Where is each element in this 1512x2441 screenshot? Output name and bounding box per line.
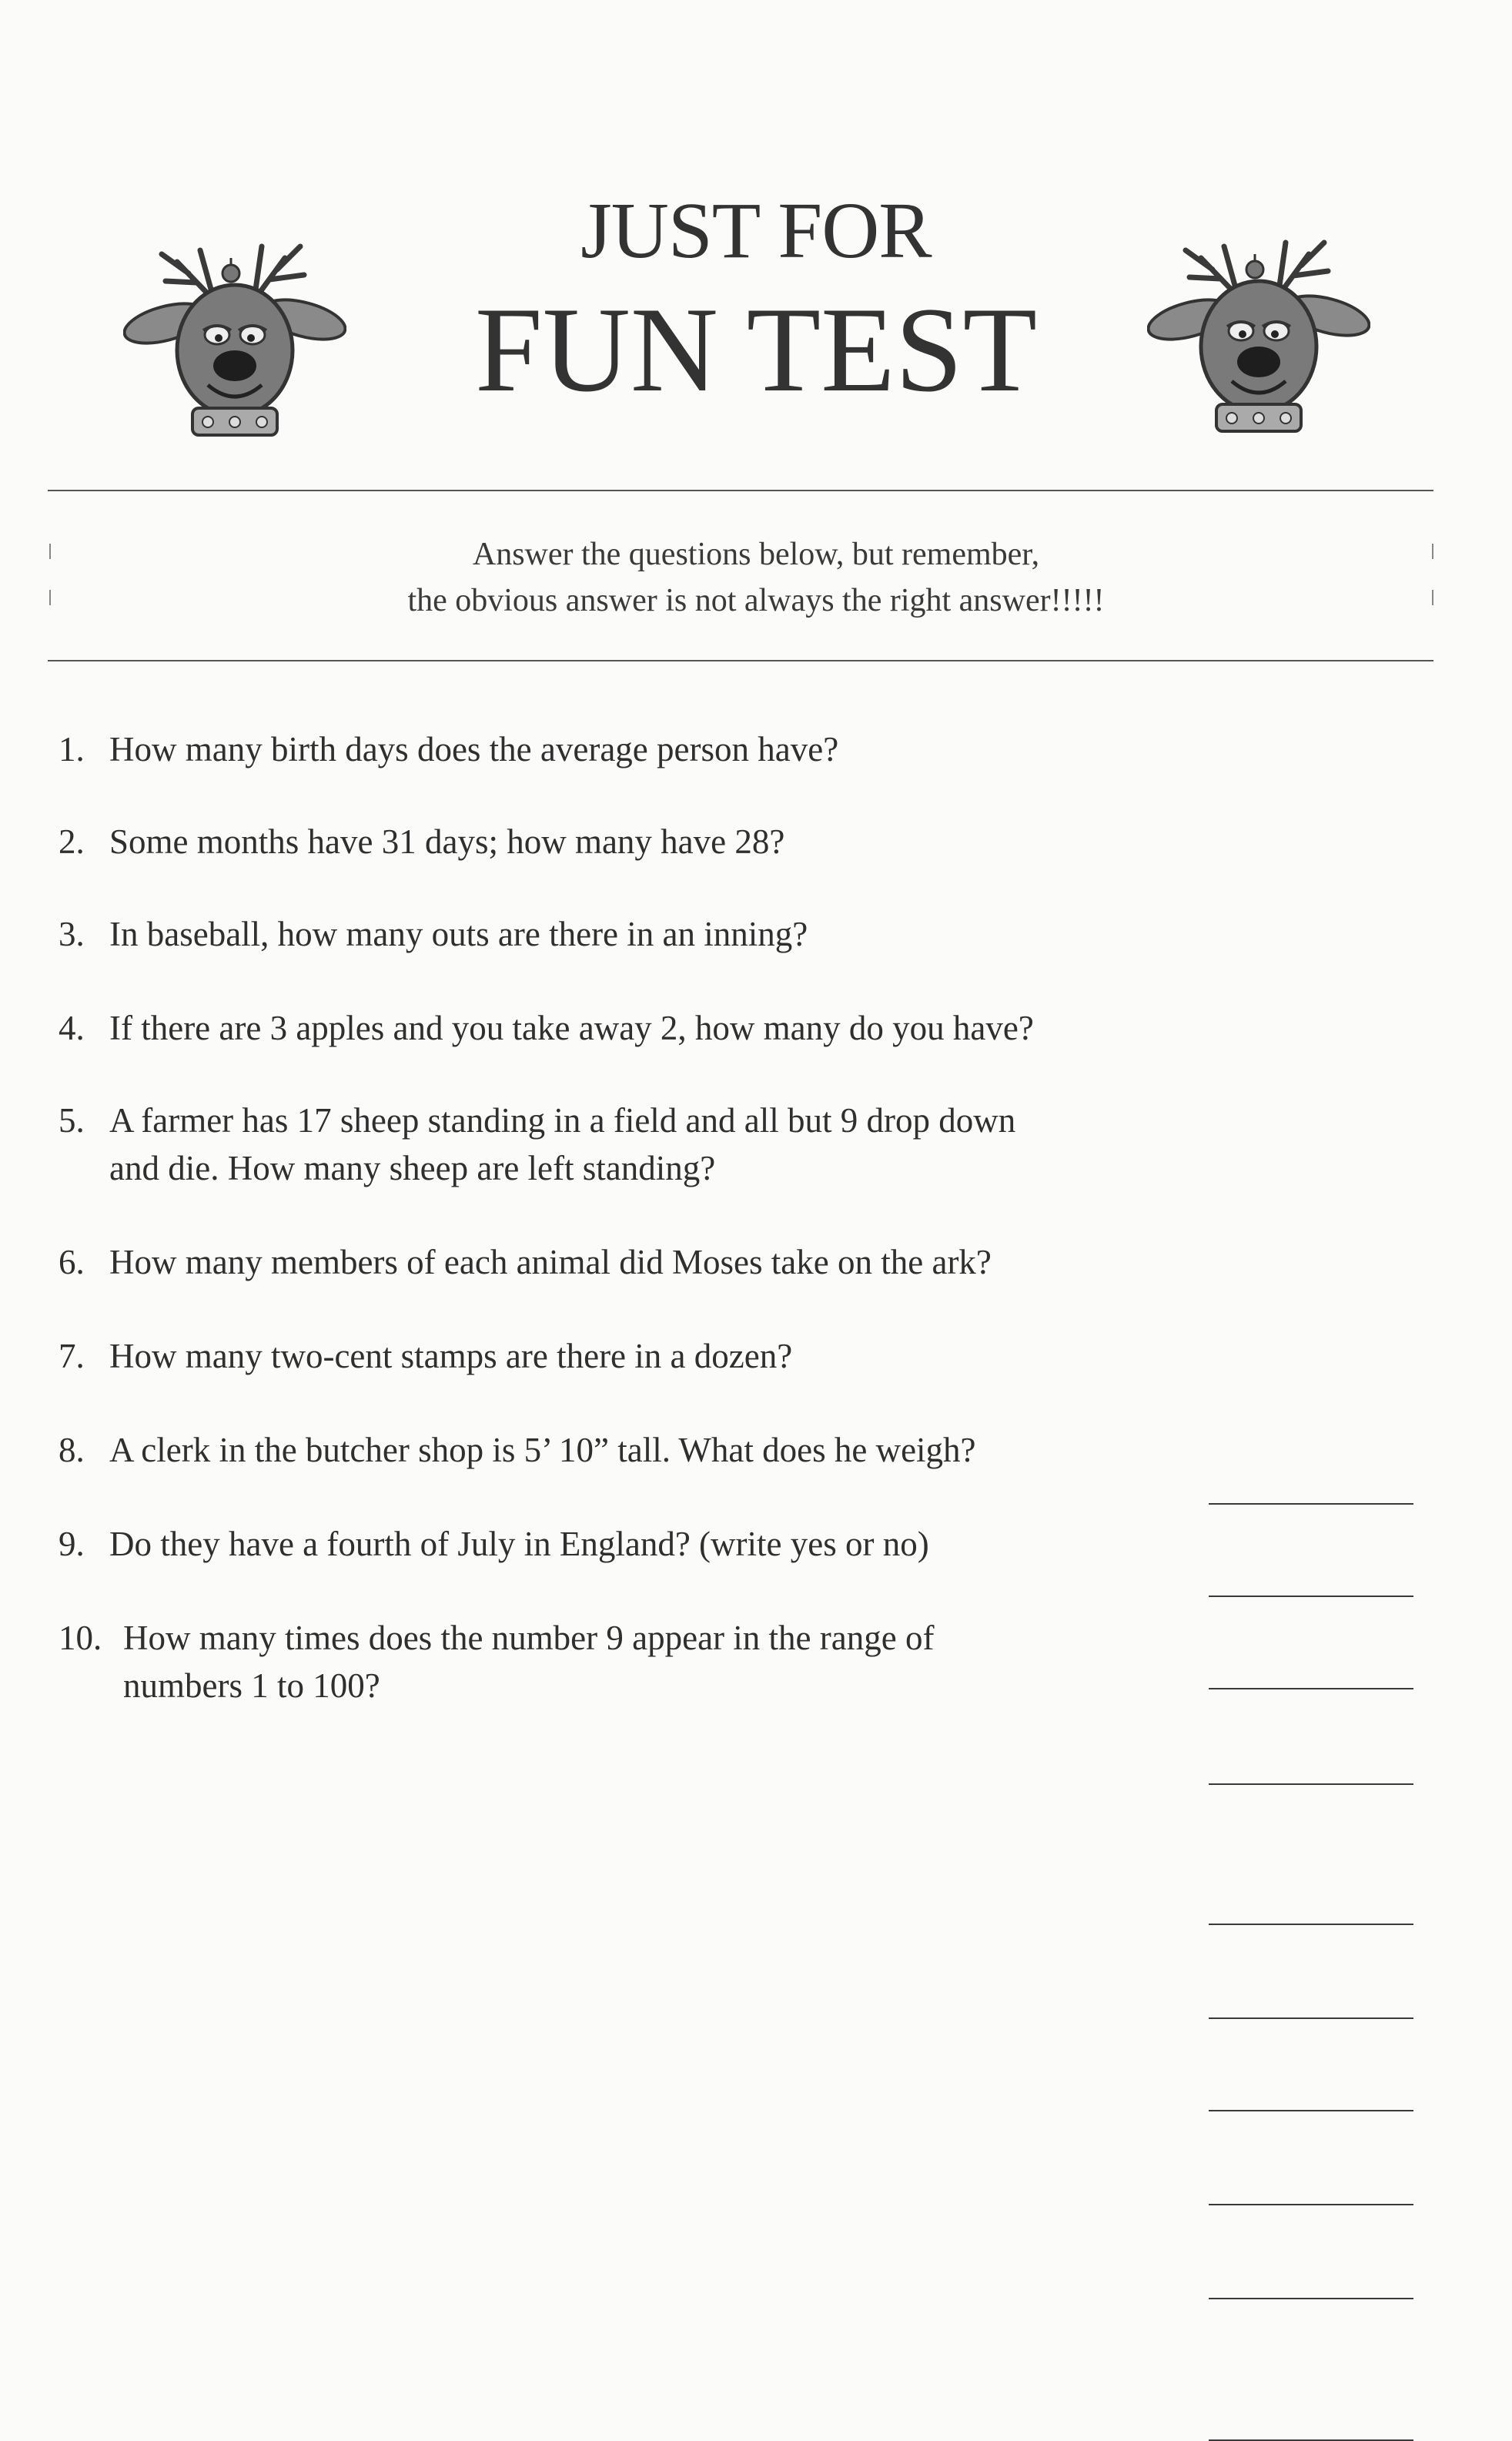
question-text: A farmer has 17 sheep standing in a field and all but 9 drop down and die. How many sheep are left standing? [109,1101,1016,1187]
question-text: How many birth days does the average person have? [109,730,839,768]
question-number: 8. [59,1431,85,1469]
answer-blank-6[interactable] [1209,2017,1413,2019]
answer-blank-5[interactable] [1209,1924,1413,1925]
divider-top [48,490,1433,491]
question-text: Do they have a fourth of July in England? (write yes or no) [109,1525,929,1563]
question-number: 2. [59,822,85,861]
answer-blank-8[interactable] [1209,2204,1413,2205]
question-number: 10. [59,1619,102,1657]
question-number: 9. [59,1525,85,1563]
question-number: 4. [59,1009,85,1047]
answer-blank-7[interactable] [1209,2110,1413,2111]
divider-bottom [48,660,1433,661]
question-number: 3. [59,915,85,953]
instructions [0,531,1512,624]
instructions-line-2: the obvious answer is not always the right answer!!!!! [407,583,1105,618]
answer-blank-1[interactable] [1209,1503,1413,1505]
question-text: Some months have 31 days; how many have 28? [109,822,785,861]
question-number: 5. [59,1101,85,1140]
question-text: In baseball, how many outs are there in an inning? [109,915,808,953]
question-number: 1. [59,730,85,768]
answer-blank-4[interactable] [1209,1783,1413,1785]
question-text: A clerk in the butcher shop is 5’ 10” tall. What does he weigh? [109,1431,976,1469]
instructions-line-1: Answer the questions below, but remember, [472,537,1040,572]
question-text: How many times does the number 9 appear in the range of numbers 1 to 100? [123,1619,935,1705]
question-text: If there are 3 apples and you take away 2, how many do you have? [109,1009,1034,1047]
question-number: 7. [59,1337,85,1375]
question-text: How many two-cent stamps are there in a dozen? [109,1337,793,1375]
title-line-2: FUN TEST [474,283,1038,417]
answer-blank-2[interactable] [1209,1596,1413,1597]
title-line-1: JUST FOR [580,186,932,275]
answer-blank-9[interactable] [1209,2298,1413,2299]
question-text: How many members of each animal did Moses take on the ark? [109,1243,992,1281]
question-number: 6. [59,1243,85,1281]
